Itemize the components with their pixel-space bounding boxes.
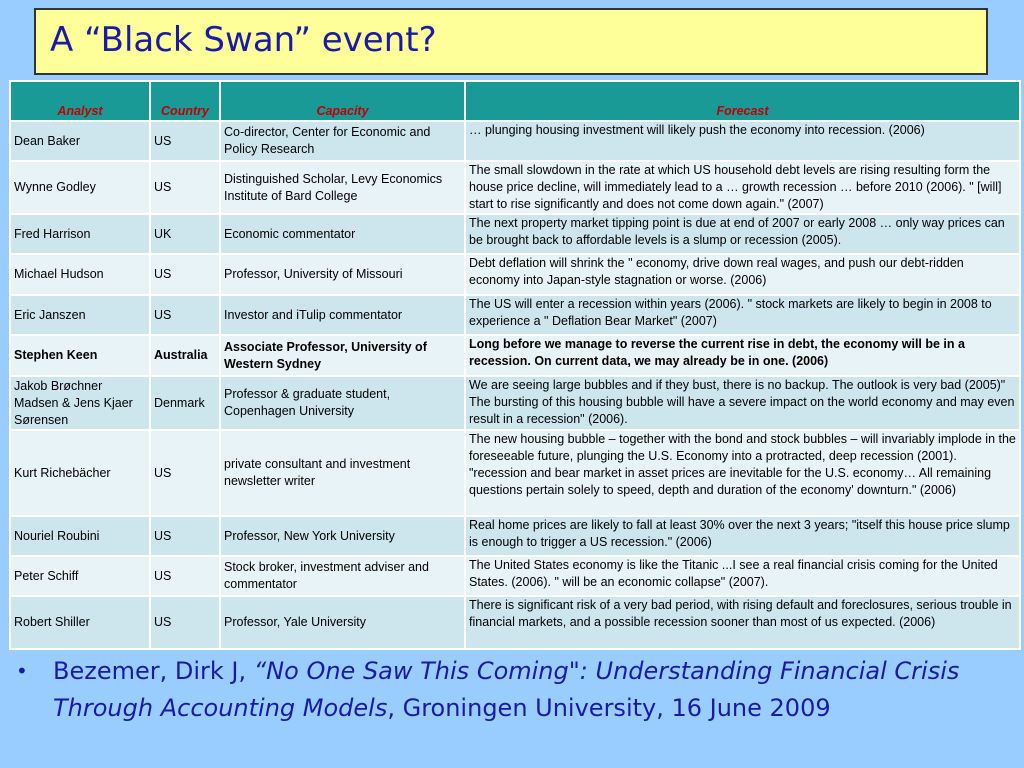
table-row [10, 556, 1020, 596]
citation [16, 653, 1006, 727]
cell-analyst: Fred Harrison [10, 214, 150, 254]
cell-analyst: Wynne Godley [10, 161, 150, 214]
cell-capacity: Distinguished Scholar, Levy Economics Institute of Bard College [220, 161, 465, 214]
table-row [10, 295, 1020, 335]
citation-title: “No One Saw This Coming": Understanding Financial Crisis Through Accounting Models [53, 657, 960, 722]
cell-forecast: Long before we manage to reverse the current rise in debt, the economy will be in a recession. On current data, we may already be in one. (2006) [465, 335, 1020, 376]
cell-forecast: … plunging housing investment will likely push the economy into recession. (2006) [465, 121, 1020, 161]
table-row [10, 516, 1020, 556]
cell-forecast: We are seeing large bubbles and if they bust, there is no backup. The outlook is very bad (2005)" The bursting of this housing bubble will have a severe impact on the world economy and may even result in a recession" (2006). [465, 376, 1020, 430]
cell-country: US [150, 430, 220, 516]
cell-analyst: Dean Baker [10, 121, 150, 161]
cell-country: US [150, 295, 220, 335]
cell-capacity: Professor, Yale University [220, 596, 465, 649]
cell-capacity: Professor, University of Missouri [220, 254, 465, 295]
bullet-marker: • [16, 659, 28, 683]
table-row [10, 254, 1020, 295]
cell-capacity: Economic commentator [220, 214, 465, 254]
forecast-table [9, 80, 1021, 650]
cell-forecast: The US will enter a recession within years (2006). " stock markets are likely to begin in 2008 to experience a " Deflation Bear Market" (2007) [465, 295, 1020, 335]
table-header-row [10, 81, 1020, 121]
slide-title: A “Black Swan” event? [50, 20, 437, 60]
cell-analyst: Michael Hudson [10, 254, 150, 295]
citation-author: Bezemer, Dirk J, [53, 657, 254, 685]
cell-analyst: Nouriel Roubini [10, 516, 150, 556]
cell-forecast: There is significant risk of a very bad period, with rising default and foreclosures, serious trouble in financial markets, and a possible recession sooner than most of us expected. (2006) [465, 596, 1020, 649]
cell-forecast: The small slowdown in the rate at which US household debt levels are rising resulting form the house price decline, will immediately lead to a … growth recession … before 2010 (2006). " [will] start to rise significantly and does not come down again." (2007) [465, 161, 1020, 214]
cell-analyst: Robert Shiller [10, 596, 150, 649]
cell-country: US [150, 254, 220, 295]
cell-forecast: Debt deflation will shrink the " economy, drive down real wages, and push our debt-ridden economy into Japan-style stagnation or worse. (2006) [465, 254, 1020, 295]
cell-analyst: Eric Janszen [10, 295, 150, 335]
cell-analyst: Jakob Brøchner Madsen & Jens Kjaer Sørensen [10, 376, 150, 430]
table-row [10, 430, 1020, 516]
cell-forecast: The United States economy is like the Titanic ...I see a real financial crisis coming for the United States. (2006). " will be an economic collapse" (2007). [465, 556, 1020, 596]
table-row [10, 335, 1020, 376]
cell-analyst: Stephen Keen [10, 335, 150, 376]
cell-country: US [150, 121, 220, 161]
table-row [10, 161, 1020, 214]
cell-country: Australia [150, 335, 220, 376]
header-country: Country [150, 81, 220, 121]
citation-text [53, 653, 1006, 727]
cell-capacity: Professor & graduate student, Copenhagen University [220, 376, 465, 430]
cell-country: US [150, 556, 220, 596]
cell-country: US [150, 516, 220, 556]
header-analyst: Analyst [10, 81, 150, 121]
table-row [10, 376, 1020, 430]
cell-capacity: Stock broker, investment adviser and commentator [220, 556, 465, 596]
citation-publisher: , Groningen University, 16 June 2009 [387, 694, 831, 722]
table-row [10, 214, 1020, 254]
table-row [10, 121, 1020, 161]
cell-forecast: Real home prices are likely to fall at least 30% over the next 3 years; "itself this house price slump is enough to trigger a US recession." (2006) [465, 516, 1020, 556]
cell-country: UK [150, 214, 220, 254]
cell-capacity: Co-director, Center for Economic and Policy Research [220, 121, 465, 161]
cell-capacity: Professor, New York University [220, 516, 465, 556]
cell-capacity: private consultant and investment newsletter writer [220, 430, 465, 516]
header-forecast: Forecast [465, 81, 1020, 121]
cell-country: Denmark [150, 376, 220, 430]
cell-analyst: Peter Schiff [10, 556, 150, 596]
cell-country: US [150, 596, 220, 649]
table-row [10, 596, 1020, 649]
cell-forecast: The new housing bubble – together with the bond and stock bubbles – will invariably implode in the foreseeable future, plunging the U.S. Economy into a protracted, deep recession (2001). "recession and bear market in asset prices are inevitable for the U.S. economy… All remaining questions pertain solely to speed, depth and duration of the economy' downturn." (2006) [465, 430, 1020, 516]
cell-analyst: Kurt Richebächer [10, 430, 150, 516]
header-capacity: Capacity [220, 81, 465, 121]
cell-country: US [150, 161, 220, 214]
cell-forecast: The next property market tipping point is due at end of 2007 or early 2008 … only way prices can be brought back to affordable levels is a slump or recession (2005). [465, 214, 1020, 254]
cell-capacity: Associate Professor, University of Western Sydney [220, 335, 465, 376]
title-box [34, 8, 988, 75]
cell-capacity: Investor and iTulip commentator [220, 295, 465, 335]
